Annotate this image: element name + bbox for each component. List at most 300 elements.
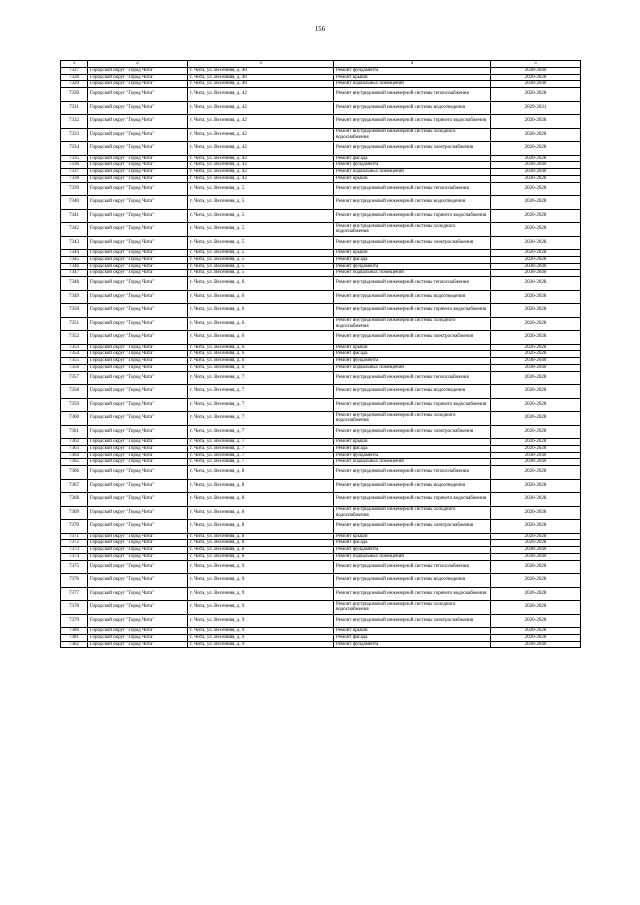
row-number-cell: 7341 [61, 209, 88, 223]
municipality-cell: Городской округ "Город Чита" [88, 169, 188, 176]
work-type-cell: Ремонт подвальных помещений [334, 553, 491, 560]
address-cell: г. Чита, ул. Весенняя, д. 6 [188, 331, 334, 345]
address-cell: г. Чита, ул. Весенняя, д. 42 [188, 88, 334, 102]
work-type-cell: Ремонт фундамента [334, 641, 491, 648]
address-cell: г. Чита, ул. Весенняя, д. 6 [188, 290, 334, 304]
period-cell: 2026-2028 [491, 209, 581, 223]
work-type-cell: Ремонт внутридомовой инженерной системы теплоснабжения [334, 466, 491, 480]
work-type-cell: Ремонт фундамента [334, 67, 491, 74]
table-row [61, 459, 581, 466]
period-cell: 2026-2028 [491, 196, 581, 210]
row-number-cell: 7374 [61, 553, 88, 560]
municipality-cell: Городской округ "Город Чита" [88, 162, 188, 169]
period-cell: 2038-2040 [491, 169, 581, 176]
work-type-cell: Ремонт крыши [334, 175, 491, 182]
table-row [61, 175, 581, 182]
period-cell: 2026-2028 [491, 493, 581, 507]
work-type-cell: Ремонт внутридомовой инженерной системы теплоснабжения [334, 182, 491, 196]
address-cell: г. Чита, ул. Весенняя, д. 42 [188, 101, 334, 115]
municipality-cell: Городской округ "Город Чита" [88, 398, 188, 412]
table-row [61, 371, 581, 385]
period-cell: 2029-2031 [491, 101, 581, 115]
table-row [61, 115, 581, 129]
table-row [61, 452, 581, 459]
row-number-cell: 7347 [61, 270, 88, 277]
work-type-cell: Ремонт фасада [334, 256, 491, 263]
period-cell: 2038-2040 [491, 81, 581, 88]
table-row [61, 317, 581, 331]
address-cell: г. Чита, ул. Весенняя, д. 8 [188, 493, 334, 507]
work-type-cell: Ремонт внутридомовой инженерной системы теплоснабжения [334, 371, 491, 385]
address-cell: г. Чита, ул. Весенняя, д. 8 [188, 506, 334, 520]
municipality-cell: Городской округ "Город Чита" [88, 67, 188, 74]
work-type-cell: Ремонт внутридомовой инженерной системы электроснабжения [334, 614, 491, 628]
municipality-cell: Городской округ "Город Чита" [88, 290, 188, 304]
table-row [61, 601, 581, 615]
municipality-cell: Городской округ "Город Чита" [88, 641, 188, 648]
work-type-cell: Ремонт фундамента [334, 547, 491, 554]
municipality-cell: Городской округ "Город Чита" [88, 88, 188, 102]
table-row [61, 88, 581, 102]
period-cell: 2038-2040 [491, 67, 581, 74]
period-cell: 2026-2028 [491, 533, 581, 540]
work-type-cell: Ремонт внутридомовой инженерной системы холодного водоснабжения [334, 601, 491, 615]
row-number-cell: 7352 [61, 331, 88, 345]
municipality-cell: Городской округ "Город Чита" [88, 412, 188, 426]
address-cell: г. Чита, ул. Весенняя, д. 5 [188, 196, 334, 210]
table-row [61, 412, 581, 426]
table-row [61, 587, 581, 601]
period-cell: 2026-2028 [491, 344, 581, 351]
municipality-cell: Городской округ "Город Чита" [88, 587, 188, 601]
period-cell: 2026-2028 [491, 466, 581, 480]
table-row [61, 574, 581, 588]
table-row [61, 331, 581, 345]
period-cell: 2026-2028 [491, 351, 581, 358]
table-row [61, 182, 581, 196]
table-row [61, 250, 581, 257]
period-cell: 2026-2028 [491, 155, 581, 162]
work-type-cell: Ремонт подвальных помещений [334, 459, 491, 466]
row-number-cell: 7358 [61, 385, 88, 399]
row-number-cell: 7379 [61, 614, 88, 628]
municipality-cell: Городской округ "Город Чита" [88, 317, 188, 331]
address-cell: г. Чита, ул. Весенняя, д. 9 [188, 601, 334, 615]
table-row [61, 614, 581, 628]
row-number-cell: 7369 [61, 506, 88, 520]
municipality-cell: Городской округ "Город Чита" [88, 466, 188, 480]
municipality-cell: Городской округ "Город Чита" [88, 155, 188, 162]
period-cell: 2026-2028 [491, 256, 581, 263]
work-type-cell: Ремонт внутридомовой инженерной системы горячего водоснабжения [334, 304, 491, 318]
address-cell: г. Чита, ул. Весенняя, д. 8 [188, 520, 334, 534]
work-type-cell: Ремонт подвальных помещений [334, 364, 491, 371]
address-cell: г. Чита, ул. Весенняя, д. 42 [188, 162, 334, 169]
row-number-cell: 7346 [61, 263, 88, 270]
period-cell: 2038-2040 [491, 358, 581, 365]
address-cell: г. Чита, ул. Весенняя, д. 6 [188, 277, 334, 291]
address-cell: г. Чита, ул. Весенняя, д. 7 [188, 425, 334, 439]
address-cell: г. Чита, ул. Весенняя, д. 5 [188, 236, 334, 250]
table-row [61, 398, 581, 412]
work-type-cell: Ремонт внутридомовой инженерной системы электроснабжения [334, 425, 491, 439]
municipality-cell: Городской округ "Город Чита" [88, 574, 188, 588]
work-type-cell: Ремонт крыши [334, 439, 491, 446]
address-cell: г. Чита, ул. Весенняя, д. 42 [188, 115, 334, 129]
table-row [61, 74, 581, 81]
address-cell: г. Чита, ул. Весенняя, д. 5 [188, 270, 334, 277]
address-cell: г. Чита, ул. Весенняя, д. 42 [188, 175, 334, 182]
work-type-cell: Ремонт крыши [334, 250, 491, 257]
table-row [61, 358, 581, 365]
address-cell: г. Чита, ул. Весенняя, д. 42 [188, 169, 334, 176]
table-row [61, 101, 581, 115]
work-type-cell: Ремонт фасада [334, 351, 491, 358]
address-cell: г. Чита, ул. Весенняя, д. 42 [188, 128, 334, 142]
work-type-cell: Ремонт крыши [334, 628, 491, 635]
municipality-cell: Городской округ "Город Чита" [88, 331, 188, 345]
municipality-cell: Городской округ "Город Чита" [88, 128, 188, 142]
municipality-cell: Городской округ "Город Чита" [88, 425, 188, 439]
table-row [61, 277, 581, 291]
work-type-cell: Ремонт фундамента [334, 263, 491, 270]
address-cell: г. Чита, ул. Весенняя, д. 40 [188, 74, 334, 81]
table-row [61, 196, 581, 210]
table-row [61, 547, 581, 554]
row-number-cell: 7366 [61, 466, 88, 480]
address-cell: г. Чита, ул. Весенняя, д. 5 [188, 263, 334, 270]
address-cell: г. Чита, ул. Весенняя, д. 40 [188, 67, 334, 74]
municipality-cell: Городской округ "Город Чита" [88, 250, 188, 257]
row-number-cell: 7332 [61, 115, 88, 129]
work-type-cell: Ремонт внутридомовой инженерной системы теплоснабжения [334, 88, 491, 102]
table-row [61, 290, 581, 304]
work-type-cell: Ремонт внутридомовой инженерной системы водоотведения [334, 479, 491, 493]
table-row [61, 506, 581, 520]
period-cell: 2026-2028 [491, 182, 581, 196]
period-cell: 2038-2040 [491, 364, 581, 371]
header-cell: 5 [491, 61, 581, 68]
work-type-cell: Ремонт крыши [334, 74, 491, 81]
address-cell: г. Чита, ул. Весенняя, д. 7 [188, 445, 334, 452]
municipality-cell: Городской округ "Город Чита" [88, 364, 188, 371]
row-number-cell: 7329 [61, 81, 88, 88]
address-cell: г. Чита, ул. Весенняя, д. 7 [188, 412, 334, 426]
municipality-cell: Городской округ "Город Чита" [88, 385, 188, 399]
municipality-cell: Городской округ "Город Чита" [88, 81, 188, 88]
work-type-cell: Ремонт внутридомовой инженерной системы теплоснабжения [334, 560, 491, 574]
municipality-cell: Городской округ "Город Чита" [88, 142, 188, 156]
address-cell: г. Чита, ул. Весенняя, д. 7 [188, 385, 334, 399]
address-cell: г. Чита, ул. Весенняя, д. 9 [188, 628, 334, 635]
work-type-cell: Ремонт внутридомовой инженерной системы электроснабжения [334, 236, 491, 250]
municipality-cell: Городской округ "Город Чита" [88, 209, 188, 223]
row-number-cell: 7376 [61, 574, 88, 588]
work-type-cell: Ремонт фасада [334, 540, 491, 547]
table-row [61, 628, 581, 635]
period-cell: 2026-2028 [491, 88, 581, 102]
municipality-cell: Городской округ "Город Чита" [88, 560, 188, 574]
address-cell: г. Чита, ул. Весенняя, д. 8 [188, 533, 334, 540]
row-number-cell: 7362 [61, 439, 88, 446]
period-cell: 2026-2028 [491, 290, 581, 304]
table-row [61, 553, 581, 560]
municipality-cell: Городской округ "Город Чита" [88, 101, 188, 115]
work-type-cell: Ремонт подвальных помещений [334, 81, 491, 88]
row-number-cell: 7355 [61, 358, 88, 365]
work-type-cell: Ремонт внутридомовой инженерной системы теплоснабжения [334, 277, 491, 291]
row-number-cell: 7348 [61, 277, 88, 291]
table-row [61, 128, 581, 142]
row-number-cell: 7327 [61, 67, 88, 74]
row-number-cell: 7360 [61, 412, 88, 426]
municipality-cell: Городской округ "Город Чита" [88, 115, 188, 129]
address-cell: г. Чита, ул. Весенняя, д. 7 [188, 459, 334, 466]
work-type-cell: Ремонт внутридомовой инженерной системы горячего водоснабжения [334, 209, 491, 223]
period-cell: 2026-2028 [491, 540, 581, 547]
municipality-cell: Городской округ "Город Чита" [88, 459, 188, 466]
row-number-cell: 7375 [61, 560, 88, 574]
period-cell: 2026-2028 [491, 115, 581, 129]
row-number-cell: 7382 [61, 641, 88, 648]
row-number-cell: 7378 [61, 601, 88, 615]
table-row [61, 236, 581, 250]
period-cell: 2026-2028 [491, 236, 581, 250]
row-number-cell: 7349 [61, 290, 88, 304]
period-cell: 2026-2028 [491, 385, 581, 399]
table-body [61, 61, 581, 648]
period-cell: 2026-2028 [491, 614, 581, 628]
row-number-cell: 7328 [61, 74, 88, 81]
work-type-cell: Ремонт внутридомовой инженерной системы холодного водоснабжения [334, 317, 491, 331]
period-cell: 2026-2028 [491, 304, 581, 318]
row-number-cell: 7364 [61, 452, 88, 459]
row-number-cell: 7345 [61, 256, 88, 263]
address-cell: г. Чита, ул. Весенняя, д. 8 [188, 479, 334, 493]
address-cell: г. Чита, ул. Весенняя, д. 40 [188, 81, 334, 88]
row-number-cell: 7361 [61, 425, 88, 439]
period-cell: 2026-2028 [491, 574, 581, 588]
address-cell: г. Чита, ул. Весенняя, д. 5 [188, 256, 334, 263]
period-cell: 2026-2028 [491, 425, 581, 439]
period-cell: 2038-2040 [491, 641, 581, 648]
work-type-cell: Ремонт внутридомовой инженерной системы электроснабжения [334, 520, 491, 534]
address-cell: г. Чита, ул. Весенняя, д. 9 [188, 574, 334, 588]
municipality-cell: Городской округ "Город Чита" [88, 270, 188, 277]
work-type-cell: Ремонт крыши [334, 344, 491, 351]
header-cell: 1 [61, 61, 88, 68]
period-cell: 2038-2040 [491, 452, 581, 459]
work-type-cell: Ремонт внутридомовой инженерной системы водоотведения [334, 196, 491, 210]
table-row [61, 155, 581, 162]
municipality-cell: Городской округ "Город Чита" [88, 175, 188, 182]
period-cell: 2026-2028 [491, 520, 581, 534]
row-number-cell: 7367 [61, 479, 88, 493]
row-number-cell: 7365 [61, 459, 88, 466]
period-cell: 2038-2040 [491, 270, 581, 277]
row-number-cell: 7380 [61, 628, 88, 635]
header-row [61, 61, 581, 68]
address-cell: г. Чита, ул. Весенняя, д. 9 [188, 634, 334, 641]
row-number-cell: 7338 [61, 175, 88, 182]
address-cell: г. Чита, ул. Весенняя, д. 7 [188, 371, 334, 385]
table-row [61, 520, 581, 534]
table-row [61, 263, 581, 270]
row-number-cell: 7335 [61, 155, 88, 162]
period-cell: 2026-2028 [491, 634, 581, 641]
row-number-cell: 7350 [61, 304, 88, 318]
municipality-cell: Городской округ "Город Чита" [88, 628, 188, 635]
repair-schedule-table [60, 60, 581, 648]
municipality-cell: Городской округ "Город Чита" [88, 263, 188, 270]
municipality-cell: Городской округ "Город Чита" [88, 358, 188, 365]
row-number-cell: 7336 [61, 162, 88, 169]
table-row [61, 445, 581, 452]
work-type-cell: Ремонт крыши [334, 533, 491, 540]
table-row [61, 641, 581, 648]
municipality-cell: Городской округ "Город Чита" [88, 256, 188, 263]
municipality-cell: Городской округ "Город Чита" [88, 351, 188, 358]
table-row [61, 466, 581, 480]
row-number-cell: 7363 [61, 445, 88, 452]
table-row [61, 364, 581, 371]
municipality-cell: Городской округ "Город Чита" [88, 452, 188, 459]
row-number-cell: 7356 [61, 364, 88, 371]
table-row [61, 169, 581, 176]
municipality-cell: Городской округ "Город Чита" [88, 223, 188, 237]
municipality-cell: Городской округ "Город Чита" [88, 520, 188, 534]
work-type-cell: Ремонт внутридомовой инженерной системы холодного водоснабжения [334, 128, 491, 142]
period-cell: 2026-2028 [491, 371, 581, 385]
period-cell: 2026-2028 [491, 479, 581, 493]
address-cell: г. Чита, ул. Весенняя, д. 7 [188, 452, 334, 459]
municipality-cell: Городской округ "Город Чита" [88, 236, 188, 250]
address-cell: г. Чита, ул. Весенняя, д. 7 [188, 398, 334, 412]
address-cell: г. Чита, ул. Весенняя, д. 8 [188, 466, 334, 480]
address-cell: г. Чита, ул. Весенняя, д. 9 [188, 614, 334, 628]
municipality-cell: Городской округ "Город Чита" [88, 182, 188, 196]
municipality-cell: Городской округ "Город Чита" [88, 493, 188, 507]
period-cell: 2026-2028 [491, 587, 581, 601]
work-type-cell: Ремонт внутридомовой инженерной системы горячего водоснабжения [334, 398, 491, 412]
municipality-cell: Городской округ "Город Чита" [88, 533, 188, 540]
address-cell: г. Чита, ул. Весенняя, д. 6 [188, 351, 334, 358]
table-row [61, 493, 581, 507]
table-row [61, 67, 581, 74]
work-type-cell: Ремонт внутридомовой инженерной системы водоотведения [334, 101, 491, 115]
table-row [61, 270, 581, 277]
period-cell: 2026-2028 [491, 317, 581, 331]
municipality-cell: Городской округ "Город Чита" [88, 601, 188, 615]
period-cell: 2026-2028 [491, 398, 581, 412]
period-cell: 2038-2040 [491, 553, 581, 560]
period-cell: 2038-2040 [491, 162, 581, 169]
row-number-cell: 7344 [61, 250, 88, 257]
row-number-cell: 7371 [61, 533, 88, 540]
row-number-cell: 7331 [61, 101, 88, 115]
table-row [61, 223, 581, 237]
period-cell: 2038-2040 [491, 547, 581, 554]
municipality-cell: Городской округ "Город Чита" [88, 74, 188, 81]
period-cell: 2026-2028 [491, 223, 581, 237]
period-cell: 2026-2028 [491, 277, 581, 291]
table-row [61, 540, 581, 547]
work-type-cell: Ремонт внутридомовой инженерной системы водоотведения [334, 574, 491, 588]
municipality-cell: Городской округ "Город Чита" [88, 506, 188, 520]
municipality-cell: Городской округ "Город Чита" [88, 553, 188, 560]
municipality-cell: Городской округ "Город Чита" [88, 344, 188, 351]
work-type-cell: Ремонт внутридомовой инженерной системы горячего водоснабжения [334, 587, 491, 601]
address-cell: г. Чита, ул. Весенняя, д. 42 [188, 142, 334, 156]
municipality-cell: Городской округ "Город Чита" [88, 371, 188, 385]
address-cell: г. Чита, ул. Весенняя, д. 6 [188, 364, 334, 371]
municipality-cell: Городской округ "Город Чита" [88, 445, 188, 452]
table-row [61, 304, 581, 318]
row-number-cell: 7339 [61, 182, 88, 196]
row-number-cell: 7372 [61, 540, 88, 547]
period-cell: 2026-2028 [491, 445, 581, 452]
municipality-cell: Городской округ "Город Чита" [88, 277, 188, 291]
work-type-cell: Ремонт внутридомовой инженерной системы электроснабжения [334, 142, 491, 156]
work-type-cell: Ремонт фасада [334, 445, 491, 452]
table-row [61, 344, 581, 351]
row-number-cell: 7340 [61, 196, 88, 210]
table-row [61, 162, 581, 169]
row-number-cell: 7381 [61, 634, 88, 641]
address-cell: г. Чита, ул. Весенняя, д. 9 [188, 641, 334, 648]
period-cell: 2026-2028 [491, 331, 581, 345]
work-type-cell: Ремонт фасада [334, 155, 491, 162]
row-number-cell: 7354 [61, 351, 88, 358]
work-type-cell: Ремонт фасада [334, 634, 491, 641]
header-cell: 4 [334, 61, 491, 68]
work-type-cell: Ремонт подвальных помещений [334, 169, 491, 176]
work-type-cell: Ремонт фундамента [334, 162, 491, 169]
row-number-cell: 7334 [61, 142, 88, 156]
address-cell: г. Чита, ул. Весенняя, д. 5 [188, 182, 334, 196]
table-row [61, 385, 581, 399]
table-row [61, 634, 581, 641]
work-type-cell: Ремонт внутридомовой инженерной системы холодного водоснабжения [334, 223, 491, 237]
table-row [61, 439, 581, 446]
header-cell: 2 [88, 61, 188, 68]
period-cell: 2026-2028 [491, 628, 581, 635]
address-cell: г. Чита, ул. Весенняя, д. 7 [188, 439, 334, 446]
row-number-cell: 7342 [61, 223, 88, 237]
period-cell: 2026-2028 [491, 142, 581, 156]
page-number: 156 [314, 25, 326, 33]
period-cell: 2026-2028 [491, 175, 581, 182]
address-cell: г. Чита, ул. Весенняя, д. 5 [188, 250, 334, 257]
address-cell: г. Чита, ул. Весенняя, д. 9 [188, 587, 334, 601]
municipality-cell: Городской округ "Город Чита" [88, 614, 188, 628]
work-type-cell: Ремонт внутридомовой инженерной системы водоотведения [334, 385, 491, 399]
table-row [61, 81, 581, 88]
work-type-cell: Ремонт подвальных помещений [334, 270, 491, 277]
work-type-cell: Ремонт внутридомовой инженерной системы электроснабжения [334, 331, 491, 345]
period-cell: 2038-2040 [491, 263, 581, 270]
table-row [61, 425, 581, 439]
row-number-cell: 7330 [61, 88, 88, 102]
table-row [61, 209, 581, 223]
period-cell: 2026-2028 [491, 601, 581, 615]
work-type-cell: Ремонт внутридомовой инженерной системы холодного водоснабжения [334, 412, 491, 426]
work-type-cell: Ремонт внутридомовой инженерной системы горячего водоснабжения [334, 115, 491, 129]
period-cell: 2026-2028 [491, 250, 581, 257]
table-row [61, 479, 581, 493]
header-cell: 3 [188, 61, 334, 68]
address-cell: г. Чита, ул. Весенняя, д. 42 [188, 155, 334, 162]
